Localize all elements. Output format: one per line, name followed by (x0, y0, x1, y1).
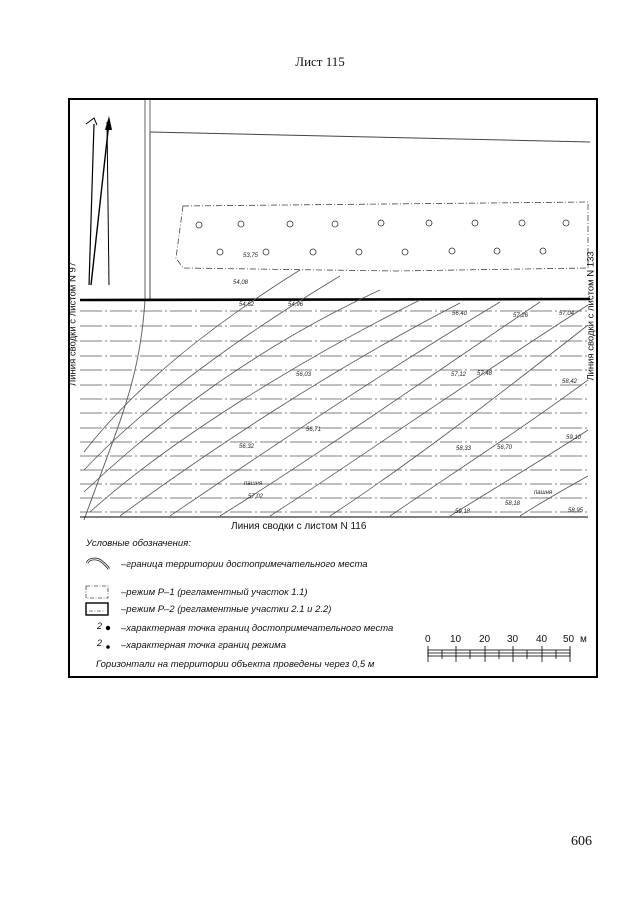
elevation-label: 54,08 (233, 280, 249, 286)
scale-tick-label: 0 (425, 634, 431, 645)
elevation-label: 59,18 (455, 509, 471, 515)
legend-prefix: 2 (97, 621, 103, 631)
elevation-label: 57,02 (248, 494, 264, 500)
scale-tick-label: 30 (507, 634, 519, 645)
boundary-points-row-1 (196, 220, 569, 228)
main-boundary-line (80, 299, 590, 300)
legend-text: –характерная точка границ достопримечательного места (121, 622, 394, 634)
upper-boundary-line (150, 132, 590, 142)
elevation-labels (233, 253, 584, 515)
elevation-label: 54,62 (239, 302, 255, 308)
legend-text: –режим Р–2 (регламентные участки 2.1 и 2.2) (121, 603, 332, 615)
legend-item-p1 (85, 584, 308, 600)
regime-p2-icon (85, 602, 111, 616)
elevation-label: 57,12 (451, 372, 467, 378)
regime-zone-outline (176, 202, 588, 271)
elevation-label: 57,04 (559, 311, 575, 317)
contour-note: Горизонтали на территории объекта проведены через 0,5 м (96, 659, 375, 670)
legend-title: Условные обозначения: (86, 538, 191, 549)
elevation-label: 57,48 (477, 371, 493, 377)
elevation-label: 56,03 (296, 372, 312, 378)
elevation-label: 56,70 (497, 445, 513, 451)
elevation-label: 58,33 (456, 446, 472, 452)
legend-text: –граница территории достопримечательного места (121, 558, 368, 570)
legend-item-point-landmark (85, 620, 393, 636)
north-arrow (86, 116, 112, 285)
scale-tick-label: 20 (479, 634, 491, 645)
point-landmark-icon (85, 621, 111, 635)
elevation-label: 56,40 (452, 311, 468, 317)
road-edge-curve (84, 300, 145, 520)
legend-item-point-regime (85, 637, 286, 653)
boundary-symbol-icon (85, 557, 111, 571)
legend-item-boundary (85, 556, 368, 572)
page-number: 606 (571, 834, 592, 849)
elevation-label: 58,95 (568, 508, 584, 514)
elevation-label: 56,71 (306, 427, 322, 433)
scale-unit: м (580, 634, 587, 645)
bottom-summary-label: Линия сводки с листом N 116 (231, 521, 367, 532)
elevation-label: 57,26 (513, 313, 529, 319)
boundary-points-row-2 (217, 248, 546, 255)
point-regime-icon (85, 638, 111, 652)
sheet-title: Лист 115 (295, 54, 345, 69)
elevation-label: 56,32 (239, 444, 255, 450)
elevation-label: 58,42 (562, 379, 578, 385)
elevation-label: 53,75 (243, 253, 259, 259)
elevation-label: пашня (244, 481, 263, 487)
elevation-label: 58,18 (505, 501, 521, 507)
legend-item-p2 (85, 601, 331, 617)
left-summary-label: Линия сводки с листом N 97 (67, 261, 79, 387)
elevation-label: 54,96 (288, 302, 304, 308)
legend-text: –характерная точка границ режима (121, 639, 286, 651)
legend-prefix: 2 (97, 638, 103, 648)
elevation-label: пашня (534, 490, 553, 496)
regime-p1-icon (85, 585, 111, 599)
grid-dash-lines (80, 311, 588, 512)
scale-tick-label: 40 (536, 634, 548, 645)
scale-tick-label: 10 (450, 634, 462, 645)
right-summary-label: Линия сводки с листом N 133 (585, 251, 597, 381)
scale-bar (428, 646, 570, 662)
scale-tick-label: 50 (563, 634, 575, 645)
elevation-label: 59,10 (566, 435, 582, 441)
legend-text: –режим Р–1 (регламентный участок 1.1) (121, 586, 308, 598)
contour-lines (84, 270, 588, 516)
